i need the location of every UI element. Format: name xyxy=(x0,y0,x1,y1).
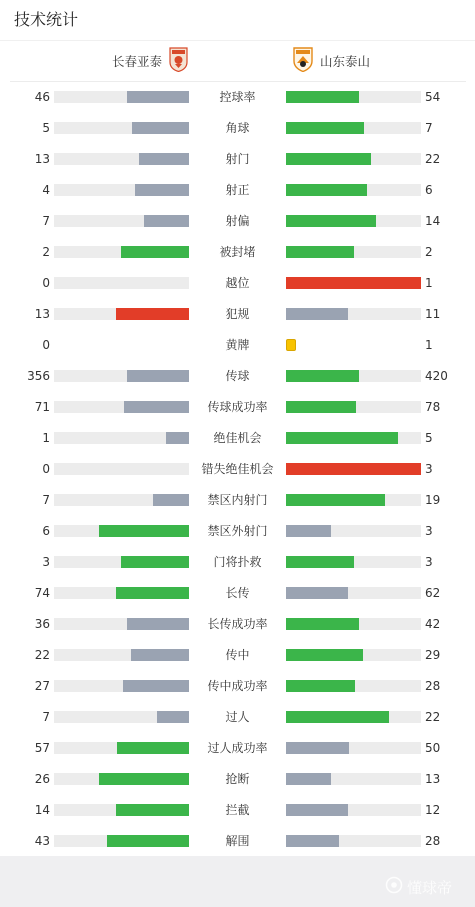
away-value: 1 xyxy=(425,276,433,290)
away-bar xyxy=(286,835,339,847)
away-bar xyxy=(286,401,356,413)
home-bar-track xyxy=(54,277,189,289)
away-bar-track xyxy=(286,525,421,537)
away-bar-track xyxy=(286,308,421,320)
away-bar xyxy=(286,773,331,785)
home-value: 22 xyxy=(34,648,50,662)
home-bar xyxy=(132,122,189,134)
stat-label: 射正 xyxy=(225,183,250,197)
away-bar xyxy=(286,246,354,258)
home-bar-track xyxy=(54,649,189,661)
changchun-yatai-crest-icon xyxy=(169,47,188,76)
home-value: 27 xyxy=(34,679,50,693)
away-value: 13 xyxy=(425,772,441,786)
stat-row xyxy=(0,454,475,485)
away-value: 12 xyxy=(425,803,441,817)
home-bar-track xyxy=(54,215,189,227)
home-bar-track xyxy=(54,308,189,320)
away-value: 22 xyxy=(425,152,441,166)
divider xyxy=(0,40,475,41)
away-value: 5 xyxy=(425,431,433,445)
home-value: 36 xyxy=(34,617,50,631)
stat-label: 绝佳机会 xyxy=(213,431,262,445)
watermark-text: 懂球帝 xyxy=(407,878,453,897)
away-bar-track xyxy=(286,680,421,692)
away-bar xyxy=(286,804,348,816)
away-bar-track xyxy=(286,277,421,289)
home-bar xyxy=(139,153,189,165)
away-bar-track xyxy=(286,494,421,506)
stat-label: 过人成功率 xyxy=(207,741,268,755)
stat-row xyxy=(0,330,475,361)
stat-row xyxy=(0,113,475,144)
home-value: 1 xyxy=(42,431,50,445)
home-bar-track xyxy=(54,401,189,413)
away-value: 6 xyxy=(425,183,433,197)
stat-label: 长传 xyxy=(225,586,250,600)
away-bar-track xyxy=(286,91,421,103)
home-bar xyxy=(131,649,189,661)
away-value: 7 xyxy=(425,121,433,135)
watermark xyxy=(385,874,452,900)
home-bar-track xyxy=(54,618,189,630)
home-bar-track xyxy=(54,91,189,103)
home-value: 0 xyxy=(42,462,50,476)
stat-row xyxy=(0,485,475,516)
away-bar-track xyxy=(286,215,421,227)
stat-label: 控球率 xyxy=(219,90,256,104)
home-value: 356 xyxy=(27,369,50,383)
stat-label: 错失绝佳机会 xyxy=(201,462,274,476)
away-value: 22 xyxy=(425,710,441,724)
home-bar-track xyxy=(54,184,189,196)
stat-row xyxy=(0,268,475,299)
home-bar xyxy=(123,680,189,692)
away-bar xyxy=(286,742,349,754)
home-bar xyxy=(157,711,189,723)
away-bar-track xyxy=(286,618,421,630)
home-value: 71 xyxy=(34,400,50,414)
stat-row xyxy=(0,764,475,795)
stat-row xyxy=(0,671,475,702)
away-bar-track xyxy=(286,587,421,599)
stat-row xyxy=(0,392,475,423)
away-value: 19 xyxy=(425,493,441,507)
home-bar-track xyxy=(54,122,189,134)
away-value: 14 xyxy=(425,214,441,228)
away-value: 29 xyxy=(425,648,441,662)
away-bar-track xyxy=(286,556,421,568)
home-bar-track xyxy=(54,432,189,444)
stat-row xyxy=(0,578,475,609)
away-bar-track xyxy=(286,184,421,196)
home-value: 43 xyxy=(34,834,50,848)
home-bar xyxy=(107,835,189,847)
home-value: 7 xyxy=(42,710,50,724)
home-bar xyxy=(144,215,189,227)
home-bar-track xyxy=(54,153,189,165)
home-value: 57 xyxy=(34,741,50,755)
away-value: 3 xyxy=(425,555,433,569)
away-bar xyxy=(286,91,359,103)
away-bar xyxy=(286,277,421,289)
stat-row xyxy=(0,640,475,671)
away-bar xyxy=(286,370,359,382)
away-value: 3 xyxy=(425,462,433,476)
away-bar xyxy=(286,463,421,475)
home-value: 7 xyxy=(42,493,50,507)
stat-row xyxy=(0,609,475,640)
away-bar-track xyxy=(286,463,421,475)
stat-label: 传中 xyxy=(225,648,250,662)
home-bar-track xyxy=(54,680,189,692)
home-bar-track xyxy=(54,494,189,506)
away-bar xyxy=(286,215,376,227)
home-value: 14 xyxy=(34,803,50,817)
home-value: 5 xyxy=(42,121,50,135)
stat-row xyxy=(0,702,475,733)
stat-label: 射偏 xyxy=(225,214,250,228)
away-bar-track xyxy=(286,401,421,413)
home-bar xyxy=(166,432,189,444)
away-value: 62 xyxy=(425,586,441,600)
away-value: 420 xyxy=(425,369,448,383)
away-bar xyxy=(286,122,364,134)
away-value: 78 xyxy=(425,400,441,414)
home-bar xyxy=(116,587,189,599)
home-bar xyxy=(99,773,189,785)
stat-label: 传中成功率 xyxy=(207,679,268,693)
away-bar-track xyxy=(286,153,421,165)
stat-label: 越位 xyxy=(225,276,250,290)
away-value: 28 xyxy=(425,679,441,693)
away-bar xyxy=(286,680,355,692)
home-value: 3 xyxy=(42,555,50,569)
away-bar xyxy=(286,587,348,599)
stat-row xyxy=(0,175,475,206)
away-bar-track xyxy=(286,773,421,785)
home-value: 6 xyxy=(42,524,50,538)
stat-row xyxy=(0,361,475,392)
home-bar-track xyxy=(54,370,189,382)
away-value: 28 xyxy=(425,834,441,848)
stat-row xyxy=(0,82,475,113)
home-bar xyxy=(121,246,189,258)
shandong-taishan-crest-icon xyxy=(293,47,313,76)
home-value: 4 xyxy=(42,183,50,197)
stat-label: 传球成功率 xyxy=(207,400,268,414)
away-bar xyxy=(286,649,363,661)
stat-label: 禁区外射门 xyxy=(207,524,268,538)
stat-row xyxy=(0,299,475,330)
home-bar xyxy=(121,556,189,568)
away-team xyxy=(293,48,370,74)
home-bar xyxy=(117,742,189,754)
yellow-card-icon xyxy=(286,339,296,351)
away-value: 11 xyxy=(425,307,441,321)
home-bar xyxy=(99,525,189,537)
away-bar-track xyxy=(286,246,421,258)
stat-row xyxy=(0,237,475,268)
away-bar xyxy=(286,153,371,165)
home-bar-track xyxy=(54,742,189,754)
away-value: 3 xyxy=(425,524,433,538)
away-bar xyxy=(286,525,331,537)
home-bar-track xyxy=(54,556,189,568)
home-value: 7 xyxy=(42,214,50,228)
away-bar-track xyxy=(286,432,421,444)
home-value: 2 xyxy=(42,245,50,259)
home-value: 13 xyxy=(34,152,50,166)
stat-row xyxy=(0,423,475,454)
home-bar-track xyxy=(54,835,189,847)
away-bar xyxy=(286,618,359,630)
home-bar xyxy=(135,184,189,196)
stat-label: 门将扑救 xyxy=(213,555,262,569)
home-team-name: 长春亚泰 xyxy=(111,54,162,69)
stat-label: 黄牌 xyxy=(225,338,250,352)
away-bar-track xyxy=(286,122,421,134)
away-bar-track xyxy=(286,370,421,382)
stat-label: 角球 xyxy=(225,121,250,135)
stat-label: 抢断 xyxy=(225,772,250,786)
away-bar-track xyxy=(286,804,421,816)
away-team-name: 山东泰山 xyxy=(320,54,371,69)
away-bar-track xyxy=(286,742,421,754)
stat-label: 犯规 xyxy=(225,307,250,321)
away-bar xyxy=(286,711,389,723)
stat-label: 传球 xyxy=(225,369,250,383)
away-bar xyxy=(286,184,367,196)
away-value: 2 xyxy=(425,245,433,259)
home-team xyxy=(112,48,188,74)
home-bar xyxy=(127,370,189,382)
away-value: 50 xyxy=(425,741,441,755)
home-value: 0 xyxy=(42,338,50,352)
away-bar xyxy=(286,556,354,568)
stat-label: 射门 xyxy=(225,152,250,166)
stat-row xyxy=(0,516,475,547)
away-value: 42 xyxy=(425,617,441,631)
home-bar-track xyxy=(54,525,189,537)
home-bar xyxy=(153,494,189,506)
away-bar-track xyxy=(286,711,421,723)
home-bar xyxy=(116,308,189,320)
home-bar-track xyxy=(54,711,189,723)
stat-label: 过人 xyxy=(225,710,250,724)
away-bar-track xyxy=(286,649,421,661)
home-value: 46 xyxy=(34,90,50,104)
home-bar xyxy=(127,91,189,103)
home-value: 0 xyxy=(42,276,50,290)
stat-row xyxy=(0,826,475,857)
home-bar-track xyxy=(54,587,189,599)
stat-label: 被封堵 xyxy=(219,245,256,259)
away-value: 54 xyxy=(425,90,441,104)
away-bar xyxy=(286,432,398,444)
away-bar xyxy=(286,494,385,506)
stat-label: 长传成功率 xyxy=(207,617,268,631)
home-bar-track xyxy=(54,773,189,785)
dongqiudi-logo-icon xyxy=(385,876,403,898)
stat-label: 解围 xyxy=(225,834,250,848)
home-value: 74 xyxy=(34,586,50,600)
stat-row xyxy=(0,144,475,175)
stat-row xyxy=(0,795,475,826)
home-bar-track xyxy=(54,246,189,258)
home-bar-track xyxy=(54,804,189,816)
stat-row xyxy=(0,547,475,578)
stats-list xyxy=(0,82,475,857)
away-bar-track xyxy=(286,835,421,847)
stat-label: 拦截 xyxy=(225,803,250,817)
home-value: 26 xyxy=(34,772,50,786)
stat-row xyxy=(0,206,475,237)
home-bar xyxy=(124,401,189,413)
away-value: 1 xyxy=(425,338,433,352)
stat-row xyxy=(0,733,475,764)
home-bar xyxy=(127,618,189,630)
home-bar-track xyxy=(54,463,189,475)
section-title: 技术统计 xyxy=(14,10,79,29)
away-bar xyxy=(286,308,348,320)
home-value: 13 xyxy=(34,307,50,321)
stat-label: 禁区内射门 xyxy=(207,493,268,507)
home-bar xyxy=(116,804,189,816)
